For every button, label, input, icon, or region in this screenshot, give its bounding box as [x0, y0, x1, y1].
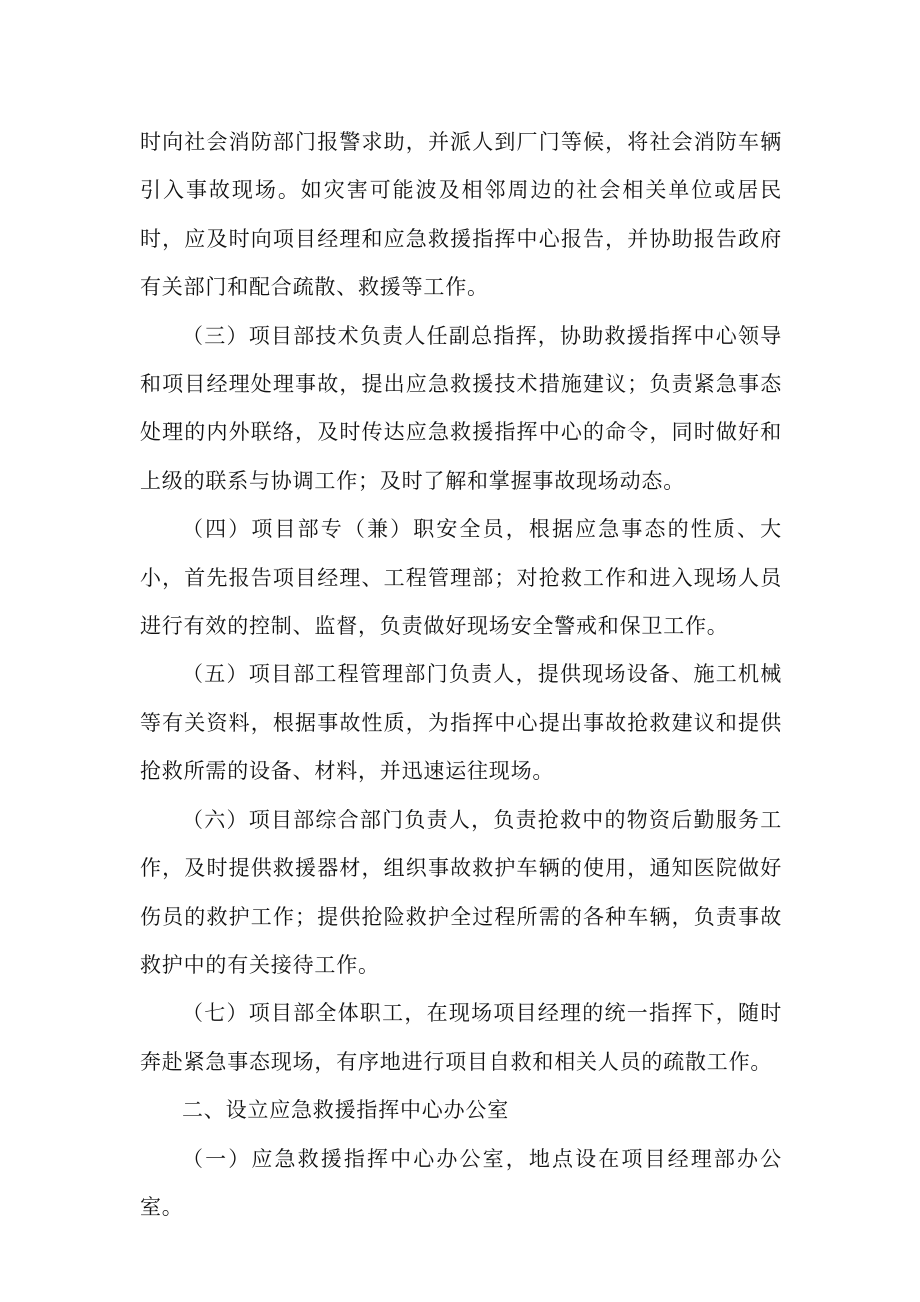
paragraph-item-4: （四）项目部专（兼）职安全员，根据应急事态的性质、大小，首先报告项目经理、工程管理部；对抢救工作和进入现场人员进行有效的控制、监督，负责做好现场安全警戒和保卫工作。	[140, 517, 782, 639]
paragraph-section-2-item-1: （一）应急救援指挥中心办公室，地点设在项目经理部办公室。	[140, 1146, 782, 1219]
paragraph-item-6: （六）项目部综合部门负责人，负责抢救中的物资后勤服务工作，及时提供救援器材，组织事故救护车辆的使用，通知医院做好伤员的救护工作；提供抢险救护全过程所需的各种车辆，负责事故救护中的有关接待工作。	[140, 807, 782, 977]
paragraph-item-3: （三）项目部技术负责人任副总指挥，协助救援指挥中心领导和项目经理处理事故，提出应急救援技术措施建议；负责紧急事态处理的内外联络，及时传达应急救援指挥中心的命令，同时做好和上级的联系与协调工作；及时了解和掌握事故现场动态。	[140, 323, 782, 493]
document-body	[140, 118, 782, 1231]
section-heading-2: 二、设立应急救援指挥中心办公室	[182, 1098, 509, 1123]
paragraph-item-5: （五）项目部工程管理部门负责人，提供现场设备、施工机械等有关资料，根据事故性质，为指挥中心提出事故抢救建议和提供抢救所需的设备、材料，并迅速运往现场。	[140, 662, 782, 784]
paragraph-item-7: （七）项目部全体职工，在现场项目经理的统一指挥下，随时奔赴紧急事态现场，有序地进行项目自救和相关人员的疏散工作。	[140, 1001, 782, 1074]
paragraph-continuation: 时向社会消防部门报警求助，并派人到厂门等候，将社会消防车辆引入事故现场。如灾害可能波及相邻周边的社会相关单位或居民时，应及时向项目经理和应急救援指挥中心报告，并协助报告政府有关部门和配合疏散、救援等工作。	[140, 130, 782, 300]
